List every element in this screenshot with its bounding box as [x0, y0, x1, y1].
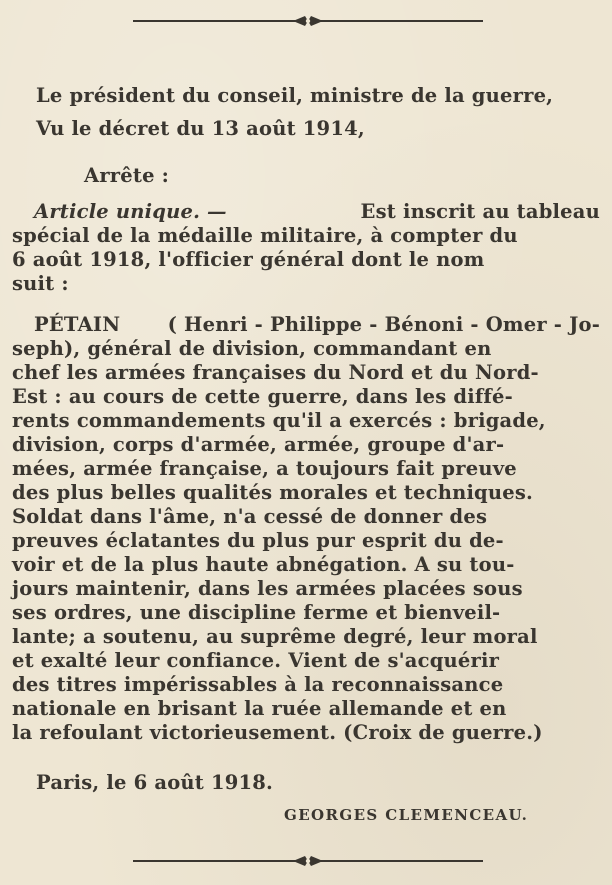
citation-line-11: voir et de la plus haute abnégation. A su tou- [12, 553, 515, 576]
citation-line-16: des titres impérissables à la reconnaissance [12, 673, 504, 696]
citation-line-10: preuves éclatantes du plus pur esprit du de- [12, 529, 504, 552]
citation-line-13: ses ordres, une discipline ferme et bienveil- [12, 601, 501, 624]
date-line: Paris, le 6 août 1918. [36, 771, 274, 794]
article-line-2: spécial de la médaille militaire, à compter du [12, 224, 518, 247]
article-line-3: 6 août 1918, l'officier général dont le nom [12, 248, 485, 271]
arrete-heading: Arrête : [84, 164, 170, 187]
citation-line-2: seph), général de division, commandant en [12, 337, 492, 360]
intro-line-1: Le président du conseil, ministre de la guerre, [36, 84, 554, 107]
citation-line-1: ( Henri - Philippe - Bénoni - Omer - Jo- [167, 313, 600, 336]
article-label: Article unique. — [34, 200, 227, 223]
signature: GEORGES CLEMENCEAU. [284, 806, 529, 824]
citation-first-line [34, 313, 600, 337]
article-first-line [34, 200, 600, 224]
citation-line-6: division, corps d'armée, armée, groupe d'ar- [12, 433, 505, 456]
citation-line-5: rents commandements qu'il a exercés : brigade, [12, 409, 546, 432]
citation-line-8: des plus belles qualités morales et techniques. [12, 481, 534, 504]
citation-name: PÉTAIN [34, 313, 121, 336]
citation-line-15: et exalté leur confiance. Vient de s'acquérir [12, 649, 500, 672]
citation-line-12: jours maintenir, dans les armées placées sous [12, 577, 523, 600]
bottom-ornament-rule [133, 855, 483, 867]
top-ornament-rule [133, 15, 483, 27]
intro-line-2: Vu le décret du 13 août 1914, [36, 117, 365, 140]
article-line-1: Est inscrit au tableau [360, 200, 600, 223]
citation-line-14: lante; a soutenu, au suprême degré, leur moral [12, 625, 538, 648]
citation-line-7: mées, armée française, a toujours fait preuve [12, 457, 517, 480]
article-line-4: suit : [12, 272, 69, 295]
citation-line-4: Est : au cours de cette guerre, dans les diffé- [12, 385, 513, 408]
citation-line-9: Soldat dans l'âme, n'a cessé de donner des [12, 505, 488, 528]
citation-line-18: la refoulant victorieusement. (Croix de guerre.) [12, 721, 543, 744]
citation-line-3: chef les armées françaises du Nord et du Nord- [12, 361, 539, 384]
citation-line-17: nationale en brisant la ruée allemande et en [12, 697, 507, 720]
